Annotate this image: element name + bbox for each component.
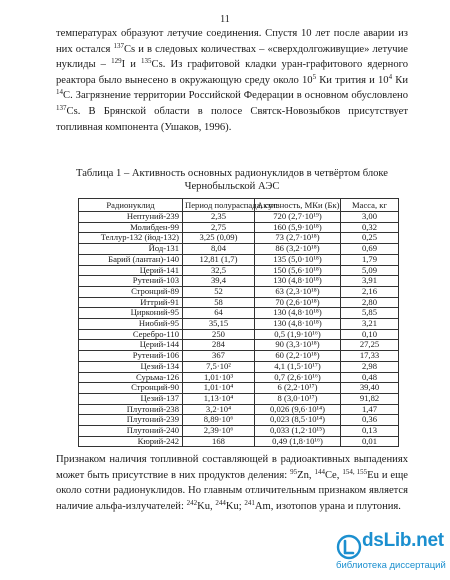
activity-cell: 0,033 (1,2·10¹⁵) xyxy=(255,426,341,437)
mass-cell: 1,47 xyxy=(341,404,399,415)
half-life-cell: 3,25 (0,09) xyxy=(183,233,255,244)
table-caption-line: Таблица 1 – Активность основных радионуклидов в четвёртом блоке xyxy=(75,168,389,179)
isotope-mass: 129 xyxy=(111,57,122,66)
mass-cell: 39,40 xyxy=(341,383,399,394)
text-run: Ки трития и 10 xyxy=(316,74,389,86)
watermark-subtitle: библиотека диссертаций xyxy=(336,560,446,571)
table-row xyxy=(79,393,399,404)
half-life-cell: 39,4 xyxy=(183,276,255,287)
half-life-cell: 64 xyxy=(183,308,255,319)
text-run: I и xyxy=(121,59,142,71)
nuclide-cell: Молибден-99 xyxy=(79,222,183,233)
column-header: Период полураспада, сут. xyxy=(183,199,255,212)
activity-cell: 70 (2,6·10¹⁸) xyxy=(255,297,341,308)
activity-cell: 0,5 (1,9·10¹⁶) xyxy=(255,329,341,340)
isotope-mass: 135 xyxy=(141,57,152,66)
half-life-cell: 8,04 xyxy=(183,244,255,255)
isotope-mass: 14 xyxy=(56,88,63,97)
mass-cell: 0,48 xyxy=(341,372,399,383)
nuclide-cell: Кюрий-242 xyxy=(79,436,183,447)
nuclide-cell: Церий-141 xyxy=(79,265,183,276)
half-life-cell: 1,01·10⁴ xyxy=(183,383,255,394)
dslib-watermark xyxy=(336,530,448,576)
table-row xyxy=(79,222,399,233)
mass-cell: 3,91 xyxy=(341,276,399,287)
nuclide-cell: Теллур-132 (йод-132) xyxy=(79,233,183,244)
half-life-cell: 35,15 xyxy=(183,319,255,330)
table-row xyxy=(79,329,399,340)
mass-cell: 0,25 xyxy=(341,233,399,244)
half-life-cell: 2,35 xyxy=(183,212,255,223)
activity-cell: 60 (2,2·10¹⁸) xyxy=(255,351,341,362)
mass-cell: 5,85 xyxy=(341,308,399,319)
half-life-cell: 32,5 xyxy=(183,265,255,276)
half-life-cell: 1,13·10⁴ xyxy=(183,393,255,404)
activity-cell: 63 (2,3·10¹⁸) xyxy=(255,286,341,297)
mass-cell: 27,25 xyxy=(341,340,399,351)
mass-cell: 3,21 xyxy=(341,319,399,330)
activity-cell: 6 (2,2·10¹⁷) xyxy=(255,383,341,394)
table-row xyxy=(79,297,399,308)
mass-cell: 1,79 xyxy=(341,254,399,265)
nuclide-cell: Рутений-103 xyxy=(79,276,183,287)
half-life-cell: 284 xyxy=(183,340,255,351)
half-life-cell: 12,81 (1,7) xyxy=(183,254,255,265)
radionuclide-table xyxy=(78,198,399,447)
table-row xyxy=(79,265,399,276)
half-life-cell: 250 xyxy=(183,329,255,340)
half-life-cell: 58 xyxy=(183,297,255,308)
watermark-name: dsLib.net xyxy=(362,530,444,551)
paragraph-fuel-component xyxy=(56,452,408,514)
mass-cell: 91,82 xyxy=(341,393,399,404)
text-run: Ки xyxy=(392,74,408,86)
table-row xyxy=(79,404,399,415)
text-run: Eu и еще около сотни радионуклидов. Но главным отличительным признаком является наличие альфа-излучателей: xyxy=(56,469,408,512)
text-run: Cs. В Брянской области в полосе Святск-Новозыбков присутствует топливная компонента (Ушаков, 1996). xyxy=(56,105,408,133)
nuclide-cell: Иттрий-91 xyxy=(79,297,183,308)
mass-cell: 0,36 xyxy=(341,415,399,426)
half-life-cell: 2,39·10⁶ xyxy=(183,426,255,437)
text-run: Ku, xyxy=(197,500,216,512)
mass-cell: 0,10 xyxy=(341,329,399,340)
nuclide-cell: Церий-144 xyxy=(79,340,183,351)
nuclide-cell: Плутоний-240 xyxy=(79,426,183,437)
table-row xyxy=(79,319,399,330)
table-row xyxy=(79,286,399,297)
table-row xyxy=(79,276,399,287)
nuclide-cell: Стронций-89 xyxy=(79,286,183,297)
activity-cell: 8 (3,0·10¹⁷) xyxy=(255,393,341,404)
isotope-mass: 137 xyxy=(113,41,124,50)
table-row xyxy=(79,426,399,437)
half-life-cell: 168 xyxy=(183,436,255,447)
nuclide-cell: Серебро-110 xyxy=(79,329,183,340)
half-life-cell: 7,5·10² xyxy=(183,361,255,372)
mass-cell: 17,33 xyxy=(341,351,399,362)
activity-cell: 150 (5,6·10¹⁸) xyxy=(255,265,341,276)
column-header: Активность, МКи (Бк) xyxy=(255,199,341,212)
table-row xyxy=(79,308,399,319)
isotope-mass: 144 xyxy=(314,467,325,476)
nuclide-cell: Стронций-90 xyxy=(79,383,183,394)
nuclide-cell: Ниобий-95 xyxy=(79,319,183,330)
mass-cell: 0,32 xyxy=(341,222,399,233)
text-run: Zn, xyxy=(297,469,315,481)
nuclide-cell: Плутоний-238 xyxy=(79,404,183,415)
text-run: С. Загрязнение территории Российской Федерации в основном обусловлено xyxy=(63,90,408,102)
activity-cell: 130 (4,8·10¹⁸) xyxy=(255,319,341,330)
table-row xyxy=(79,233,399,244)
table-body xyxy=(79,212,399,447)
table-caption-line: Чернобыльской АЭС xyxy=(184,181,280,192)
half-life-cell: 2,75 xyxy=(183,222,255,233)
nuclide-cell: Цирконий-95 xyxy=(79,308,183,319)
text-run: Признаком наличия топливной составляющей в радиоактивных выпадениях может быть присутствие в них продуктов деления: xyxy=(56,454,408,481)
half-life-cell: 52 xyxy=(183,286,255,297)
mass-cell: 5,09 xyxy=(341,265,399,276)
text-run: Cs. Из графитовой кладки уран-графитового ядерного реактора было вынесено в окружающую среду около 10 xyxy=(56,59,408,86)
activity-cell: 130 (4,8·10¹⁸) xyxy=(255,308,341,319)
activity-cell: 73 (2,7·10¹⁸) xyxy=(255,233,341,244)
text-run: Ku; xyxy=(225,500,245,512)
isotope-mass: 244 xyxy=(215,498,226,507)
column-header: Масса, кг xyxy=(341,199,399,212)
nuclide-cell: Рутений-106 xyxy=(79,351,183,362)
activity-cell: 0,023 (8,5·10¹⁴) xyxy=(255,415,341,426)
activity-cell: 135 (5,0·10¹⁸) xyxy=(255,254,341,265)
mass-cell: 0,69 xyxy=(341,244,399,255)
activity-cell: 0,49 (1,8·10¹⁶) xyxy=(255,436,341,447)
half-life-cell: 1,01·10³ xyxy=(183,372,255,383)
activity-cell: 160 (5,9·10¹⁸) xyxy=(255,222,341,233)
table-row xyxy=(79,436,399,447)
table-row xyxy=(79,351,399,362)
mass-cell: 2,80 xyxy=(341,297,399,308)
activity-cell: 4,1 (1,5·10¹⁷) xyxy=(255,361,341,372)
text-run: Am, изотопов урана и плутония. xyxy=(254,500,401,512)
activity-cell: 720 (2,7·10¹⁹) xyxy=(255,212,341,223)
isotope-mass: 137 xyxy=(56,103,67,112)
table-row xyxy=(79,340,399,351)
mass-cell: 2,16 xyxy=(341,286,399,297)
text-run: Ce, xyxy=(324,469,343,481)
activity-cell: 0,026 (9,6·10¹⁴) xyxy=(255,404,341,415)
dslib-logo-icon xyxy=(336,534,362,560)
mass-cell: 0,13 xyxy=(341,426,399,437)
table-caption xyxy=(56,167,408,193)
nuclide-cell: Плутоний-239 xyxy=(79,415,183,426)
table-row xyxy=(79,244,399,255)
activity-cell: 0,7 (2,6·10¹⁶) xyxy=(255,372,341,383)
mass-cell: 2,98 xyxy=(341,361,399,372)
page-number: 11 xyxy=(220,14,230,25)
isotope-mass: 154, 155 xyxy=(342,467,368,476)
exponent: 4 xyxy=(388,72,393,81)
half-life-cell: 3,2·10⁴ xyxy=(183,404,255,415)
half-life-cell: 8,89·10⁶ xyxy=(183,415,255,426)
text-run: Cs и в следовых количествах – «сверхдолгоживущие» летучие нуклиды – xyxy=(56,43,408,71)
table-row xyxy=(79,383,399,394)
column-header: Радионуклид xyxy=(79,199,183,212)
nuclide-cell: Барий (лантан)-140 xyxy=(79,254,183,265)
table-row xyxy=(79,415,399,426)
nuclide-cell: Цезий-134 xyxy=(79,361,183,372)
isotope-mass: 95 xyxy=(290,467,298,476)
text-run: температурах образуют летучие соединения. Спустя 10 лет после аварии из них остался xyxy=(56,28,408,55)
nuclide-cell: Сурьма-126 xyxy=(79,372,183,383)
exponent: 5 xyxy=(312,72,317,81)
mass-cell: 3,00 xyxy=(341,212,399,223)
activity-cell: 130 (4,8·10¹⁸) xyxy=(255,276,341,287)
half-life-cell: 367 xyxy=(183,351,255,362)
isotope-mass: 241 xyxy=(244,498,255,507)
table-row xyxy=(79,361,399,372)
paragraph-intro xyxy=(56,26,408,135)
table-row xyxy=(79,254,399,265)
nuclide-cell: Цезий-137 xyxy=(79,393,183,404)
isotope-mass: 242 xyxy=(186,498,198,507)
activity-cell: 86 (3,2·10¹⁸) xyxy=(255,244,341,255)
table-header-row xyxy=(79,199,399,212)
table-row xyxy=(79,372,399,383)
nuclide-cell: Нептуний-239 xyxy=(79,212,183,223)
table-row xyxy=(79,212,399,223)
nuclide-cell: Йод-131 xyxy=(79,244,183,255)
activity-cell: 90 (3,3·10¹⁸) xyxy=(255,340,341,351)
mass-cell: 0,01 xyxy=(341,436,399,447)
